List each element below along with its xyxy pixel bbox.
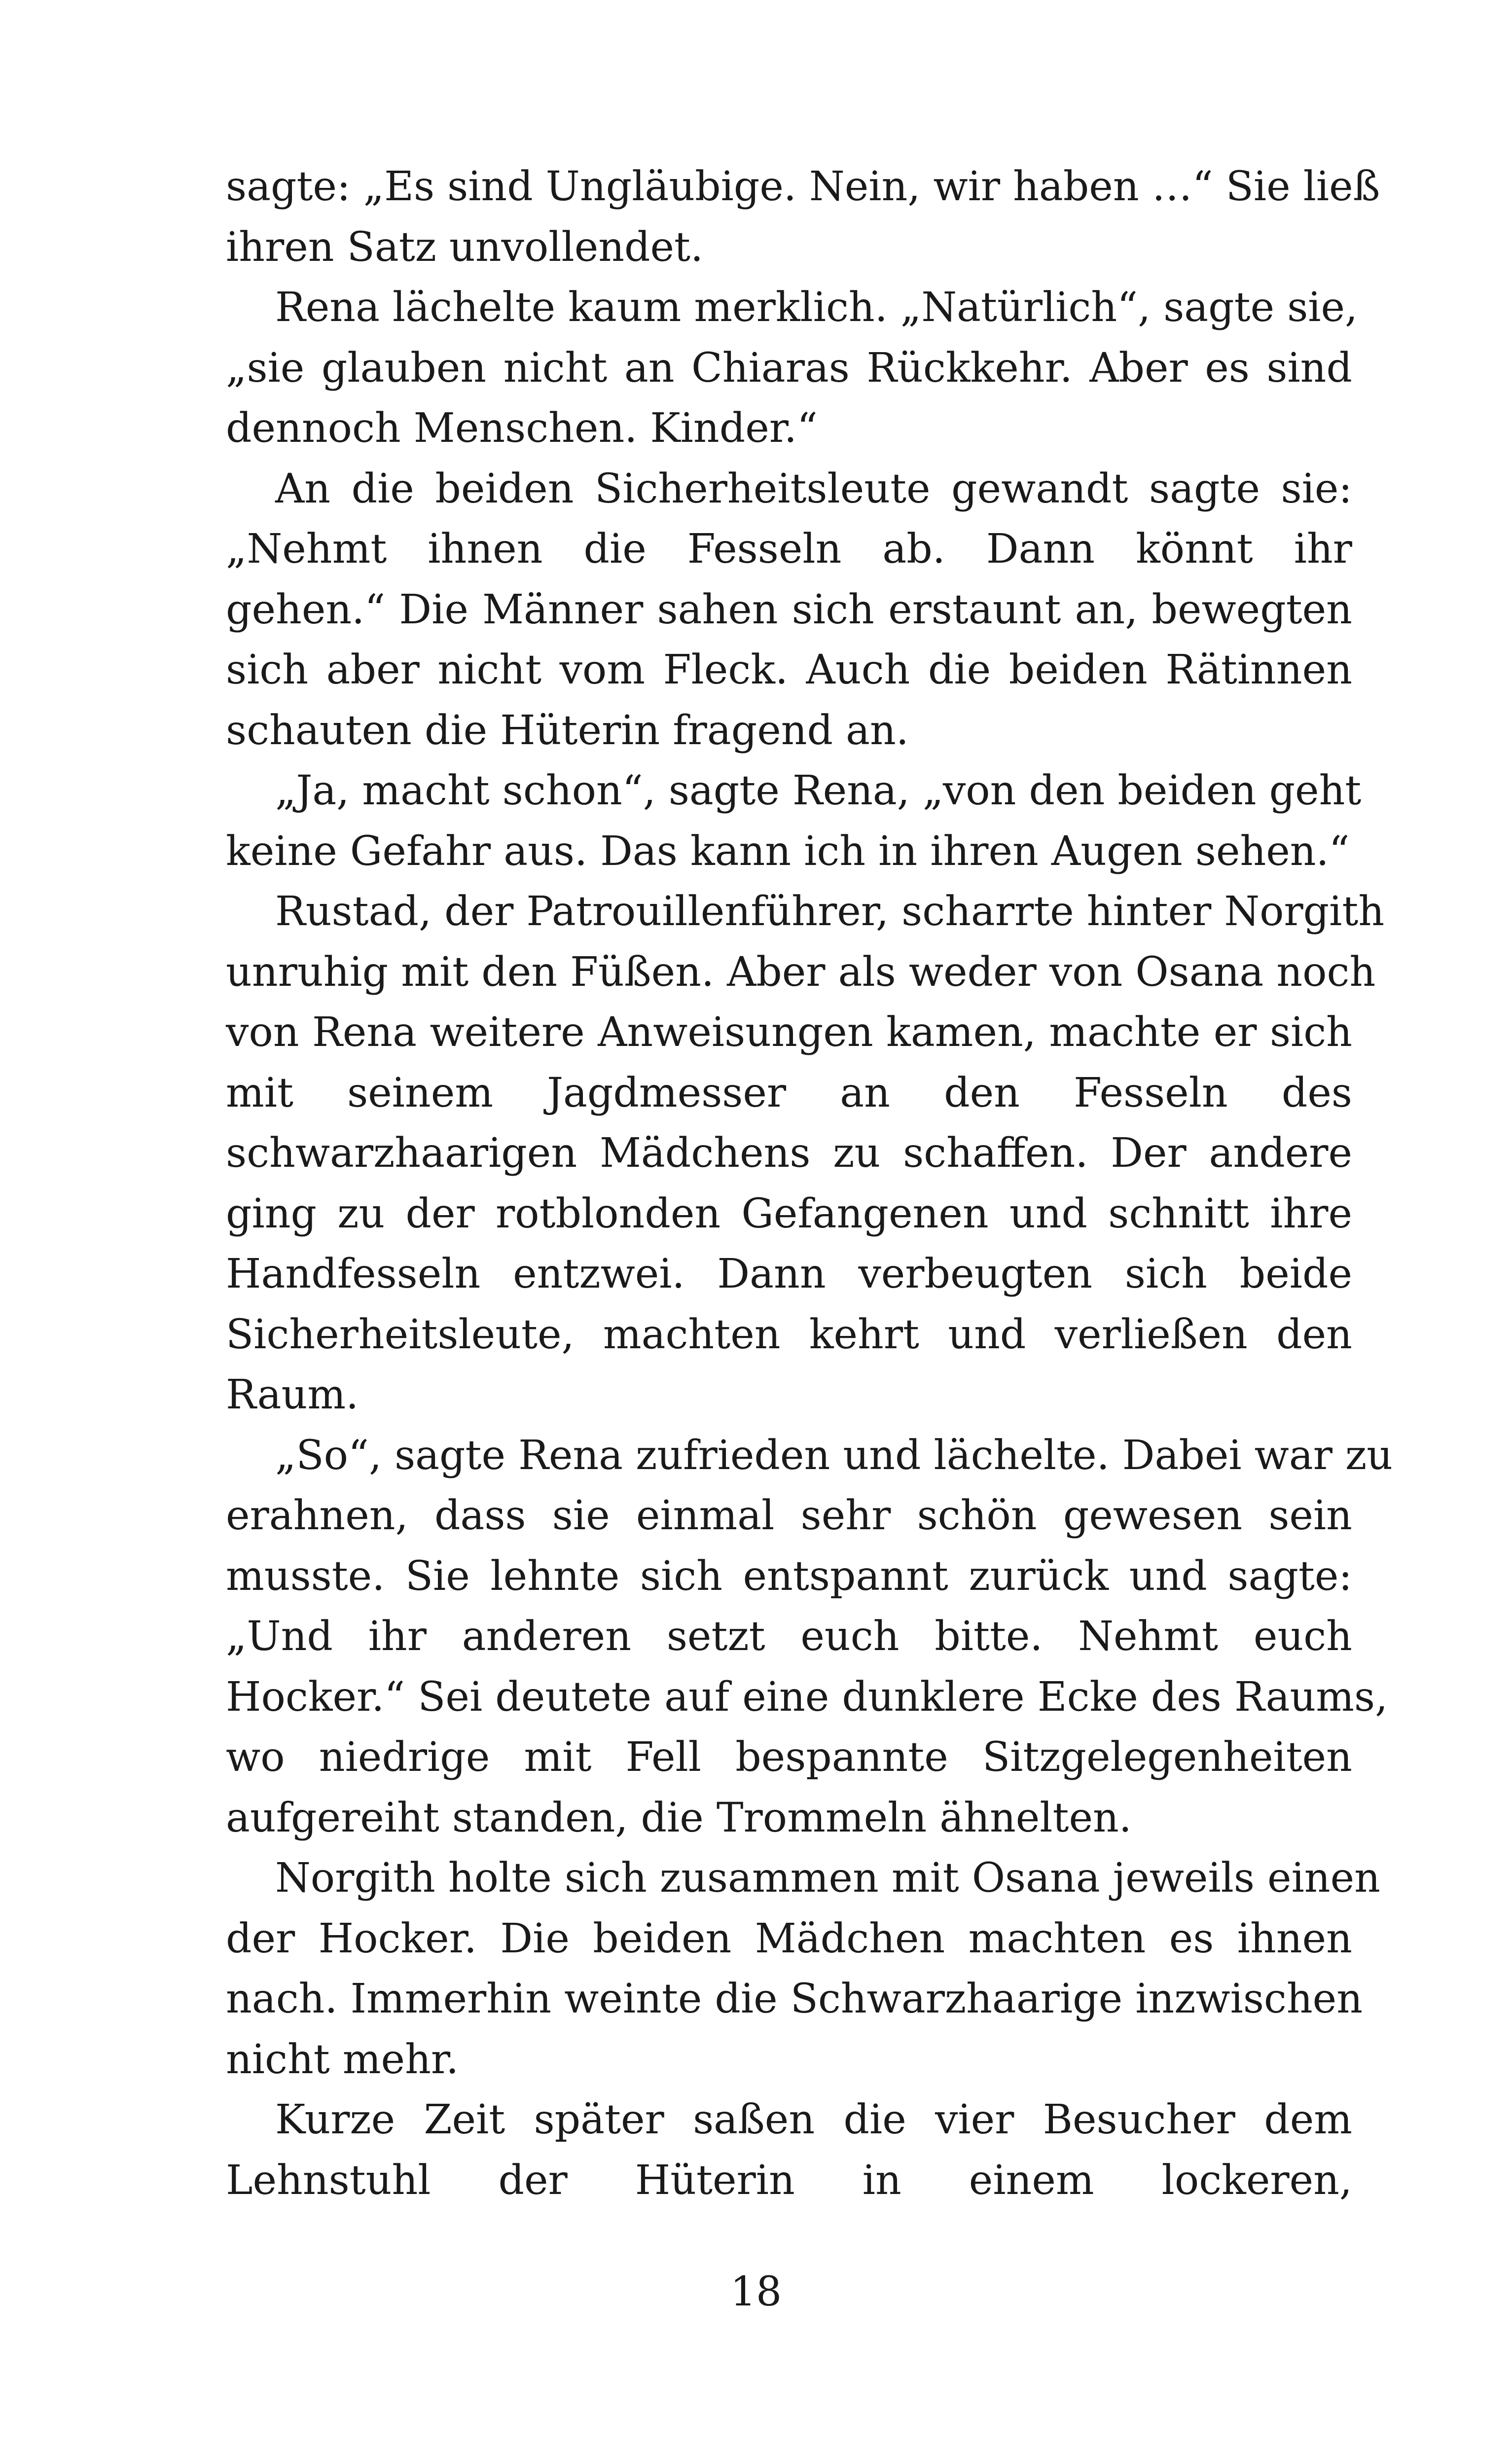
text-line: aufgereiht standen, die Trommeln ähnelten. — [226, 1794, 1132, 1841]
text-line: gehen.“ Die Männer sahen sich erstaunt an, bewegten — [226, 586, 1352, 633]
text-line: „Nehmt ihnen die Fesseln ab. Dann könnt ihr — [226, 526, 1352, 573]
text-line: Raum. — [226, 1371, 359, 1418]
text-line: Kurze Zeit später saßen die vier Besucher dem — [275, 2096, 1352, 2143]
text-line: sich aber nicht vom Fleck. Auch die beiden Rätinnen — [226, 647, 1352, 693]
text-line: schauten die Hüterin fragend an. — [226, 707, 909, 754]
text-line: An die beiden Sicherheitsleute gewandt sagte sie: — [275, 465, 1352, 512]
text-line: „Ja, macht schon“, sagte Rena, „von den beiden geht — [275, 767, 1362, 814]
text-line: Rustad, der Patrouillenführer, scharrte hinter Norgith — [275, 888, 1385, 935]
text-line: erahnen, dass sie einmal sehr schön gewesen sein — [226, 1492, 1352, 1539]
text-line: Hocker.“ Sei deutete auf eine dunklere Ecke des Raums, — [226, 1673, 1388, 1721]
page-number: 18 — [730, 2268, 782, 2315]
text-line: nicht mehr. — [226, 2036, 459, 2083]
text-line: Lehnstuhl der Hüterin in einem lockeren, — [226, 2157, 1352, 2204]
book-page-text — [226, 157, 1393, 2211]
text-line: keine Gefahr aus. Das kann ich in ihren Augen sehen.“ — [226, 827, 1350, 875]
text-line: ging zu der rotblonden Gefangenen und schnitt ihre — [226, 1190, 1352, 1237]
text-line: nach. Immerhin weinte die Schwarzhaarige inzwischen — [226, 1976, 1363, 2022]
text-line: dennoch Menschen. Kinder.“ — [226, 405, 818, 452]
text-line: von Rena weitere Anweisungen kamen, machte er sich — [226, 1009, 1352, 1056]
text-line: „Und ihr anderen setzt euch bitte. Nehmt euch — [226, 1613, 1352, 1660]
text-line: musste. Sie lehnte sich entspannt zurück und sagte: — [226, 1552, 1352, 1600]
text-line: Sicherheitsleute, machten kehrt und verließen den — [226, 1311, 1352, 1358]
text-line: Handfesseln entzwei. Dann verbeugten sich beide — [226, 1251, 1352, 1297]
text-line: sagte: „Es sind Ungläubige. Nein, wir haben …“ Sie ließ — [226, 163, 1380, 210]
text-line: „sie glauben nicht an Chiaras Rückkehr. Aber es sind — [226, 344, 1352, 392]
text-line: unruhig mit den Füßen. Aber als weder von Osana noch — [226, 948, 1376, 996]
text-line: ihren Satz unvollendet. — [226, 223, 704, 271]
text-line: Rena lächelte kaum merklich. „Natürlich“, sagte sie, — [275, 284, 1358, 331]
text-line: „So“, sagte Rena zufrieden und lächelte. Dabei war zu — [275, 1432, 1393, 1479]
text-line: wo niedrige mit Fell bespannte Sitzgelegenheiten — [226, 1734, 1352, 1781]
text-line: mit seinem Jagdmesser an den Fesseln des — [226, 1069, 1352, 1116]
text-line: Norgith holte sich zusammen mit Osana jeweils einen — [275, 1855, 1380, 1902]
text-line: schwarzhaarigen Mädchens zu schaffen. Der andere — [226, 1130, 1352, 1177]
text-line: der Hocker. Die beiden Mädchen machten es ihnen — [226, 1915, 1352, 1962]
